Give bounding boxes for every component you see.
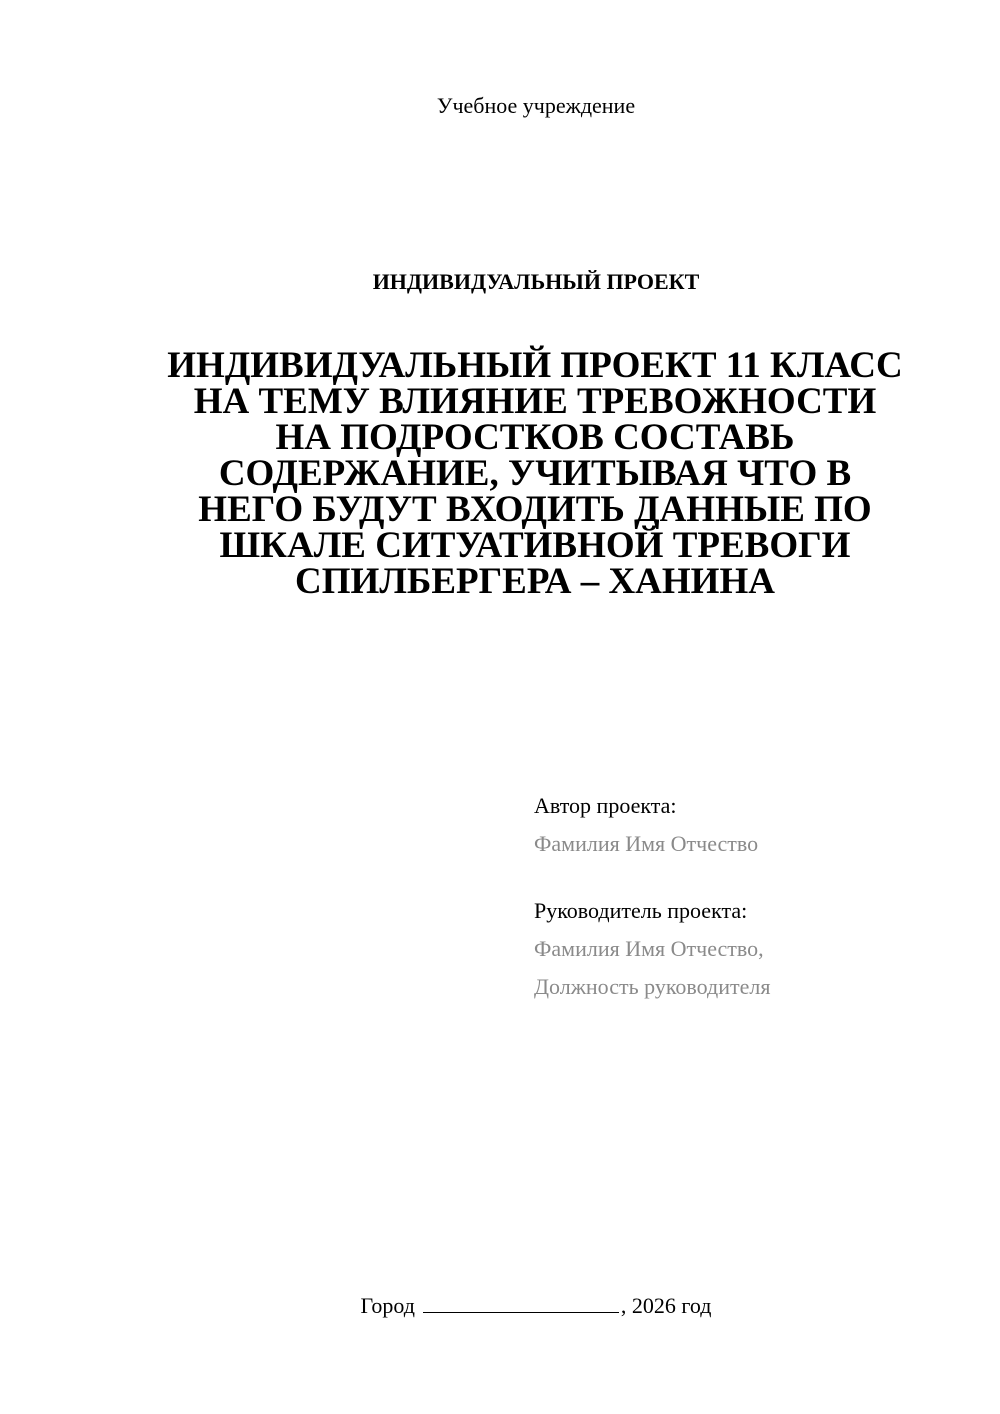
city-blank-line bbox=[423, 1292, 619, 1313]
institution-name: Учебное учреждение bbox=[436, 93, 636, 118]
author-name: Фамилия Имя Отчество bbox=[534, 831, 759, 856]
project-title bbox=[120, 345, 950, 602]
supervisor-position: Должность руководителя bbox=[534, 974, 771, 999]
project-title-line: НА ПОДРОСТКОВ СОСТАВЬ bbox=[275, 417, 795, 458]
supervisor-label: Руководитель проекта: bbox=[534, 898, 748, 923]
author-label: Автор проекта: bbox=[534, 793, 677, 818]
supervisor-name: Фамилия Имя Отчество, bbox=[534, 936, 764, 961]
year-text: , 2026 год bbox=[620, 1293, 712, 1318]
footer-city-year bbox=[0, 1292, 1000, 1320]
city-label: Город bbox=[360, 1293, 415, 1318]
author-block bbox=[534, 792, 974, 858]
supervisor-block bbox=[534, 897, 974, 1001]
project-title-line: ИНДИВИДУАЛЬНЫЙ ПРОЕКТ 11 КЛАСС bbox=[167, 345, 903, 386]
project-title-line: НА ТЕМУ ВЛИЯНИЕ ТРЕВОЖНОСТИ bbox=[193, 381, 877, 422]
project-title-line: СПИЛБЕРГЕРА – ХАНИНА bbox=[295, 561, 775, 602]
project-type-label: ИНДИВИДУАЛЬНЫЙ ПРОЕКТ bbox=[372, 269, 700, 294]
project-title-line: НЕГО БУДУТ ВХОДИТЬ ДАННЫЕ ПО bbox=[198, 489, 872, 530]
project-title-line: СОДЕРЖАНИЕ, УЧИТЫВАЯ ЧТО В bbox=[218, 453, 852, 494]
project-title-line: ШКАЛЕ СИТУАТИВНОЙ ТРЕВОГИ bbox=[219, 525, 851, 566]
